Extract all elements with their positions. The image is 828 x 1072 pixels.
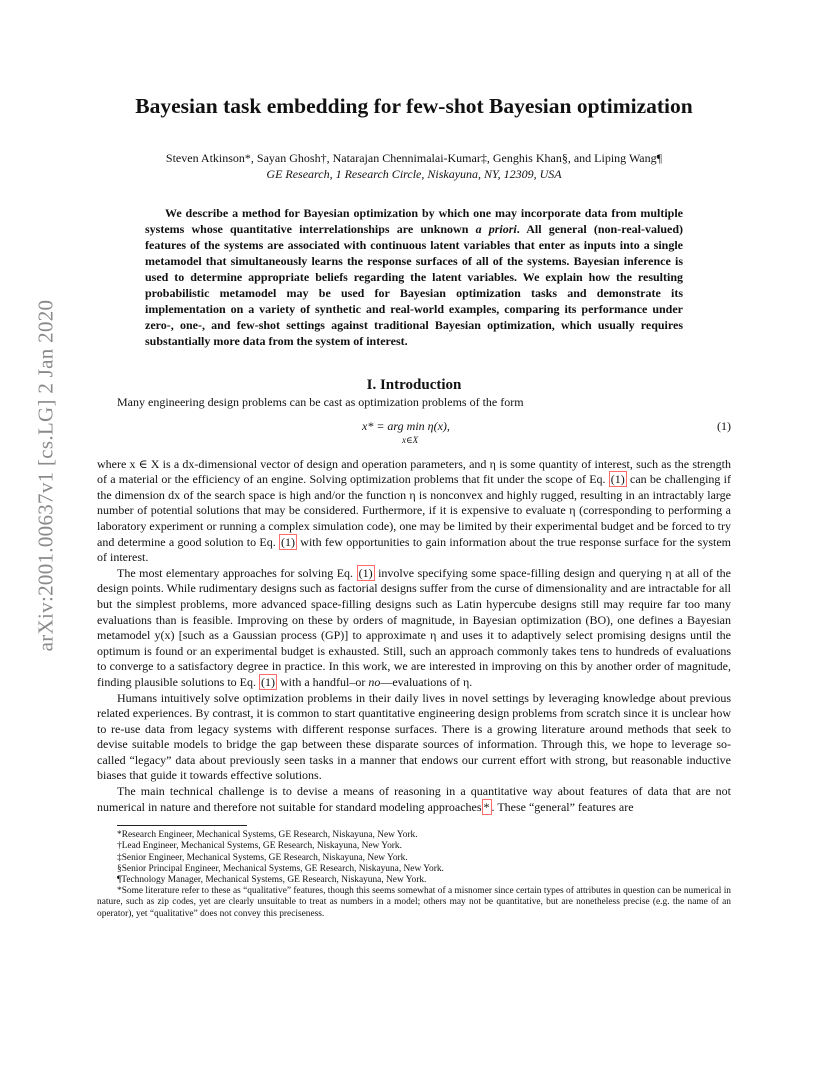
equation-ref-link[interactable]: (1): [261, 674, 275, 689]
paragraph-1: [97, 457, 731, 566]
paragraph-4-text-a: The main technical challenge is to devise a means of reasoning in a quantitative way about features of data that are not numerical in nature and therefore not suitable for standard modeling approaches: [97, 784, 731, 814]
abstract: [145, 205, 683, 349]
abstract-text-2: . All general (non-real-valued) features of the systems are associated with continuous latent variables that enter as inputs into a single metamodel that simultaneously learns the response surfaces of all of the systems. Bayesian inference is used to determine appropriate beliefs regarding the latent variables. We explain how the resulting probabilistic metamodel may be used for Bayesian optimization tasks and demonstrate its implementation on a variety of synthetic and real-world examples, comparing its performance under zero-, one-, and few-shot settings against traditional Bayesian optimization, which usually requires substantially more data from the system of interest.: [145, 222, 683, 348]
paragraph-4-text-b: . These “general” features are: [491, 799, 634, 814]
paragraph-3: Humans intuitively solve optimization problems in their daily lives in novel settings by leveraging knowledge about previous related experiences. By contrast, it is common to start quantitative engineering design problems from scratch since it is unclear how to re-use data from legacy systems with different response surfaces. There is a growing literature around methods that seek to devise suitable models to bridge the gap between these disparate sources of information. Through this, we hope to leverage so-called “legacy” data about previously seen tasks in a manner that endows our current effort with strong, but reasonable inductive biases that guide it towards effective solutions.: [97, 690, 731, 783]
paragraph-4: [97, 784, 731, 815]
equation-ref-link[interactable]: (1): [281, 534, 296, 549]
equation-ref-link[interactable]: (1): [610, 472, 625, 487]
arxiv-stamp: [22, 295, 70, 655]
paragraph-2-text-b: involve specifying some space-filling design and querying η at all of the design points. While rudimentary designs such as factorial designs suffer from the curse of dimensionality and are intractable for all but the simplest problems, more advanced space-filling designs such as Latin hypercube designs still may require far too many evaluations than is feasible. Improving on these by orders of magnitude, in Bayesian optimization (BO), one defines a Bayesian metamodel y(x) [such as a Gaussian process (GP)] to approximate η and uses it to adaptively select promising designs until the optimum is found or an experimental budget is exhausted. Still, such an approach commonly takes tens to hundreds of evaluations to converge to a satisfactory degree in practice. In this work, we are interested in improving on this by another order of magnitude, finding plausible solutions to Eq.: [97, 565, 732, 689]
arxiv-stamp-text: arXiv:2001.00637v1 [cs.LG] 2 Jan 2020: [33, 299, 58, 651]
footnote: ‡Senior Engineer, Mechanical Systems, GE Research, Niskayuna, New York.: [117, 852, 408, 863]
author-list: Steven Atkinson*, Sayan Ghosh†, Natarajan Chennimalai-Kumar‡, Genghis Khan§, and Liping Wang¶: [165, 151, 663, 165]
affiliation: GE Research, 1 Research Circle, Niskayuna, NY, 12309, USA: [266, 167, 562, 181]
abstract-text-1: We describe a method for Bayesian optimization by which one may incorporate data from multiple systems whose quantitative interrelationships are unknown: [145, 206, 683, 236]
section-heading: I. Introduction: [366, 377, 462, 393]
abstract-emphasis: a priori: [475, 222, 517, 236]
footnote: §Senior Principal Engineer, Mechanical Systems, GE Research, Niskayuna, New York.: [117, 863, 444, 874]
intro-line: Many engineering design problems can be cast as optimization problems of the form: [117, 395, 524, 409]
paragraph-2-emphasis: no: [368, 674, 381, 689]
paragraph-2-text-a: The most elementary approaches for solving Eq.: [117, 565, 357, 580]
footnote-ref-link[interactable]: *: [483, 799, 490, 814]
footnote: *Some literature refer to these as “qualitative” features, though this seems somewhat of a misnomer since certain types of attributes in question can be numerical in nature, such as zip codes, yet are clearly unsuitable to treat as numbers in a model; others may not be quantitative, but are nonetheless precise (e.g. the name of an operator), yet “qualitative” does not convey this preciseness.: [97, 886, 731, 919]
footnote: †Lead Engineer, Mechanical Systems, GE Research, Niskayuna, New York.: [117, 841, 402, 852]
paragraph-2-text-c: with a handful–or: [277, 674, 369, 689]
equation-expression: x* = arg min η(x),: [362, 418, 450, 433]
paper-title: Bayesian task embedding for few-shot Bayesian optimization: [135, 94, 693, 118]
equation-number: (1): [717, 418, 731, 433]
paragraph-2: [97, 566, 731, 691]
paragraph-1-text-b: can be challenging if the dimension dx of the search space is high and/or the function η is nonconvex and highly rugged, resulting in an intractably large number of potential solutions that may be considered. Furthermore, if it is expensive to evaluate η (corresponding to performing a laboratory experiment or running a complex simulation code), one may be limited by their experimental budget and be forced to try and determine a good solution to Eq.: [97, 472, 731, 549]
paragraph-1-text-c: with few opportunities to gain information about the true response surface for the system of interest.: [97, 534, 732, 565]
paper-page: [97, 92, 731, 920]
equation-subscript: x∈X: [402, 434, 419, 445]
equation-1: [97, 415, 731, 453]
footnote: *Research Engineer, Mechanical Systems, GE Research, Niskayuna, New York.: [117, 830, 418, 841]
equation-ref-link[interactable]: (1): [358, 565, 373, 580]
footnote-divider: [117, 825, 247, 826]
paragraph-2-text-d: —evaluations of η.: [380, 674, 473, 689]
paragraph-1-text-a: where x ∈ X is a dx-dimensional vector of design and operation parameters, and η is some quantity of interest, such as the strength of a material or the efficiency of an engine. Solving optimization problems that fit under the scope of Eq.: [97, 456, 731, 487]
footnote: ¶Technology Manager, Mechanical Systems, GE Research, Niskayuna, New York.: [117, 875, 427, 886]
